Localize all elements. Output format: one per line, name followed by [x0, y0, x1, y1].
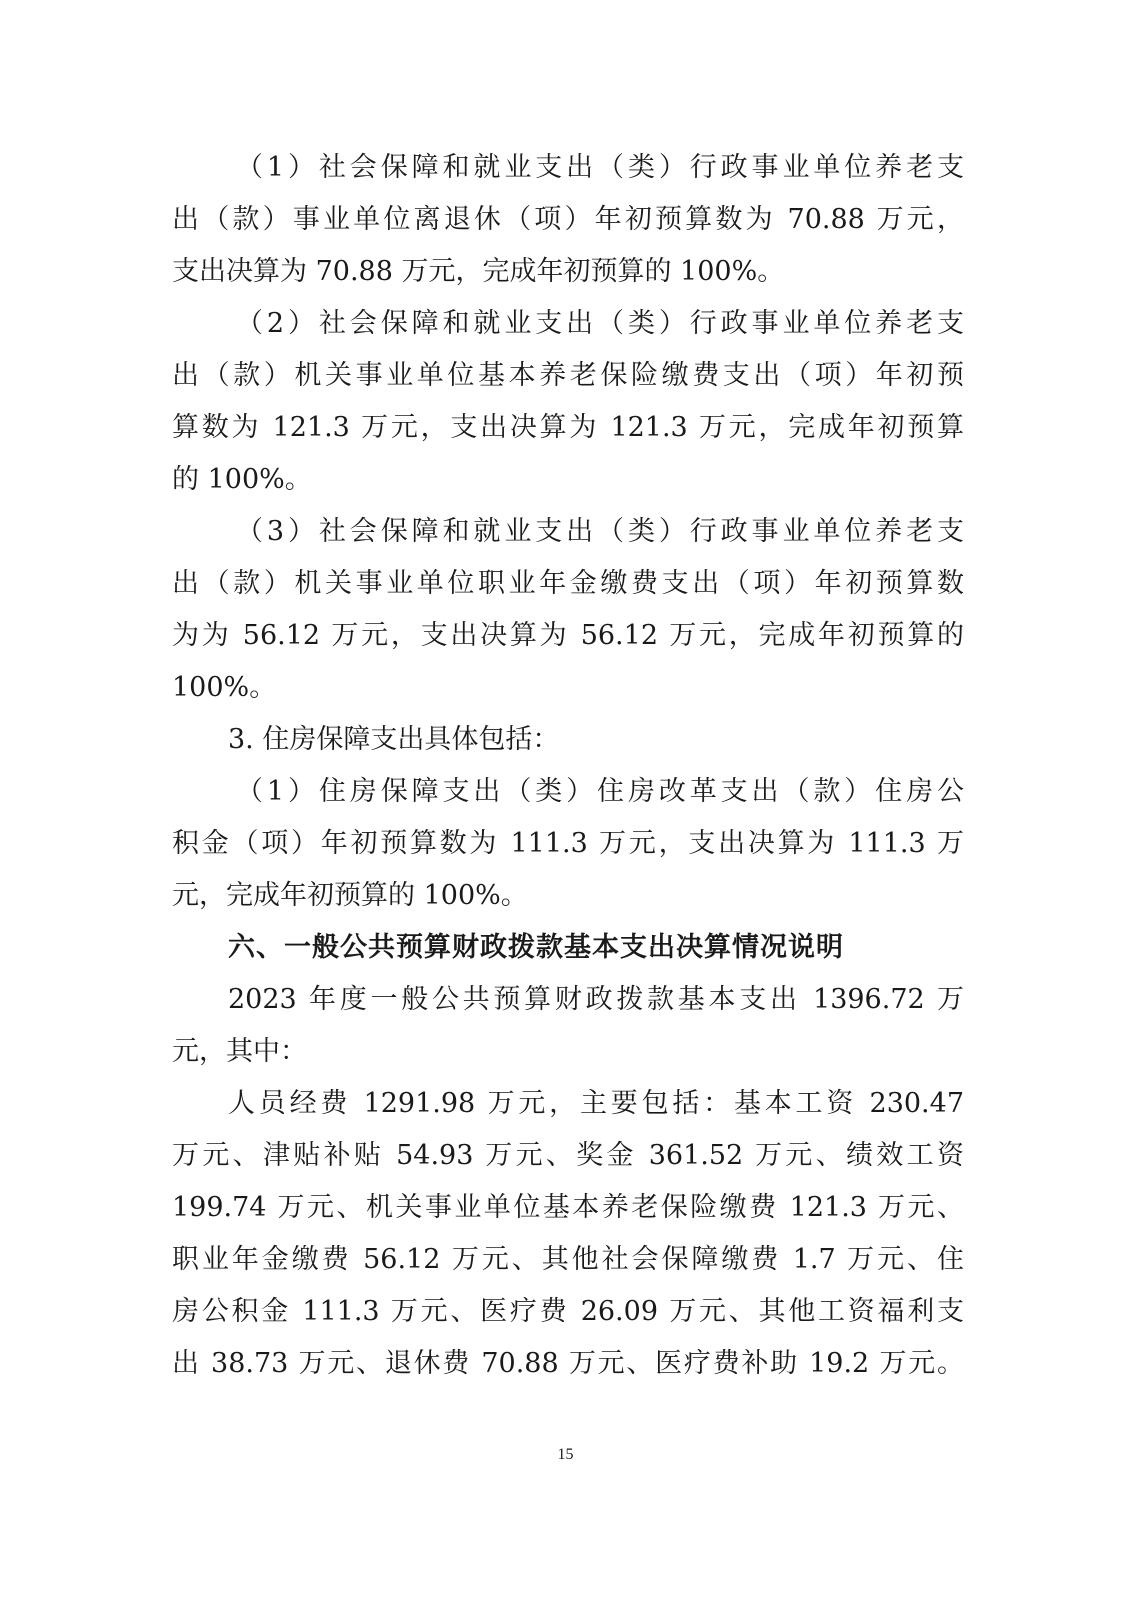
- paragraph-line: （1）社会保障和就业支出（类）行政事业单位养老支: [236, 152, 964, 183]
- paragraph-line: 出 38.73 万元、退休费 70.88 万元、医疗费补助 19.2 万元。: [172, 1348, 964, 1379]
- paragraph-line: 2023 年度一般公共预算财政拨款基本支出 1396.72 万: [228, 984, 964, 1015]
- paragraph-line: 199.74 万元、机关事业单位基本养老保险缴费 121.3 万元、: [172, 1192, 964, 1223]
- paragraph-line: 万元、津贴补贴 54.93 万元、奖金 361.52 万元、绩效工资: [172, 1140, 964, 1171]
- paragraph-line: 积金（项）年初预算数为 111.3 万元，支出决算为 111.3 万: [172, 828, 964, 859]
- paragraph-line: 元，其中：: [172, 1036, 307, 1067]
- section-heading: 六、一般公共预算财政拨款基本支出决算情况说明: [228, 932, 844, 963]
- paragraph-line: （3）社会保障和就业支出（类）行政事业单位养老支: [236, 516, 964, 547]
- paragraph-line: 出（款）机关事业单位基本养老保险缴费支出（项）年初预: [172, 360, 964, 391]
- paragraph-line: 职业年金缴费 56.12 万元、其他社会保障缴费 1.7 万元、住: [172, 1244, 964, 1275]
- paragraph-line: （1）住房保障支出（类）住房改革支出（款）住房公: [236, 776, 964, 807]
- page-number: 15: [557, 1446, 574, 1463]
- paragraph-line: （2）社会保障和就业支出（类）行政事业单位养老支: [236, 308, 964, 339]
- paragraph-line: 为为 56.12 万元，支出决算为 56.12 万元，完成年初预算的: [172, 620, 964, 651]
- paragraph-line: 元，完成年初预算的 100%。: [172, 880, 528, 911]
- paragraph-line: 房公积金 111.3 万元、医疗费 26.09 万元、其他工资福利支: [172, 1296, 964, 1327]
- paragraph-line: 算数为 121.3 万元，支出决算为 121.3 万元，完成年初预算: [172, 412, 964, 443]
- paragraph-line: 支出决算为 70.88 万元，完成年初预算的 100%。: [172, 256, 785, 287]
- paragraph-line: 的 100%。: [172, 464, 312, 495]
- paragraph-line: 100%。: [172, 672, 277, 703]
- paragraph-line: 出（款）事业单位离退休（项）年初预算数为 70.88 万元，: [172, 204, 964, 235]
- paragraph-line: 出（款）机关事业单位职业年金缴费支出（项）年初预算数: [172, 568, 964, 599]
- paragraph-line: 人员经费 1291.98 万元，主要包括：基本工资 230.47: [228, 1088, 964, 1119]
- section-item-heading: 3. 住房保障支出具体包括：: [228, 724, 560, 755]
